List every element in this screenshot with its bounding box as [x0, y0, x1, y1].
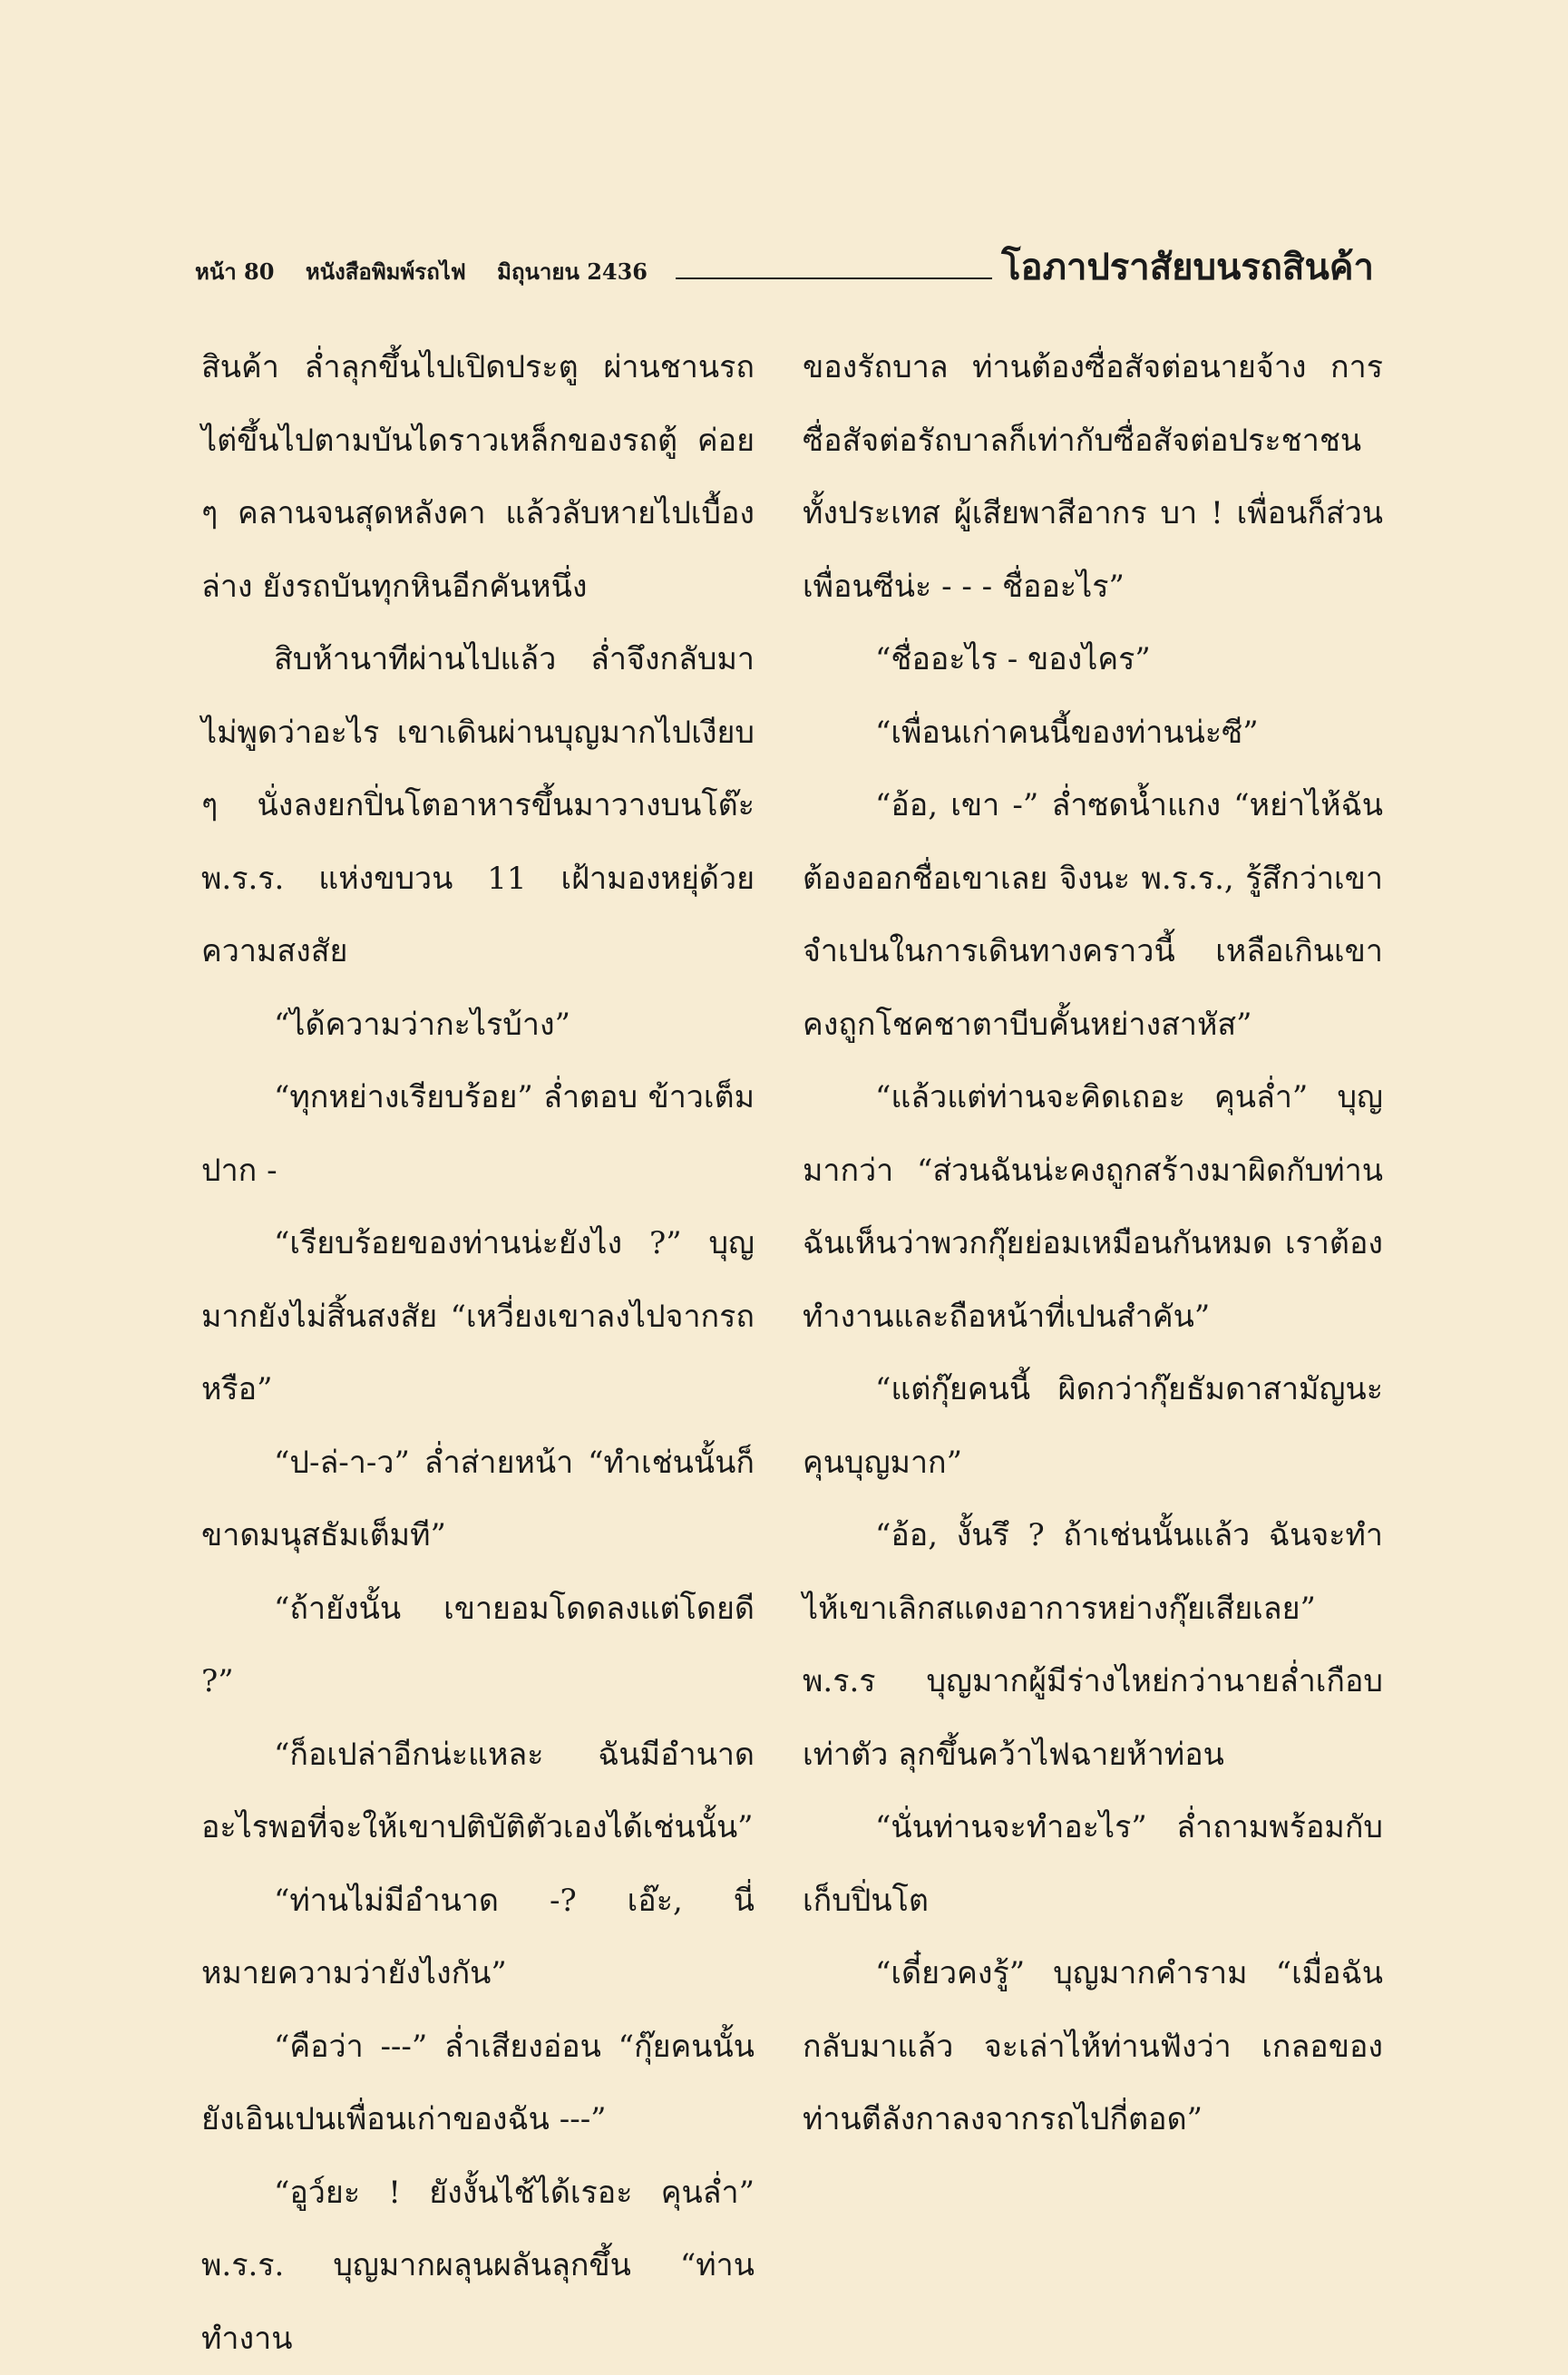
- paragraph: “อ้อ, งั้นรึ ? ถ้าเช่นนั้นแล้ว ฉันจะทำไห้เขาเลิกสแดงอาการหย่างกุ๊ยเสียเลย” พ.ร.ร บุญมากผู้มีร่างไหย่กว่านายล่ำเกือบเท่าตัว ลุกขึ้นคว้าไฟฉายห้าท่อน: [803, 1499, 1383, 1791]
- paragraph: “คือว่า ---” ล่ำเสียงอ่อน “กุ๊ยคนนั้นยังเอินเปนเพื่อนเก่าของฉัน ---”: [201, 2010, 755, 2156]
- paragraph: “เพื่อนเก่าคนนี้ของท่านน่ะซี”: [803, 696, 1383, 770]
- paragraph: “นั่นท่านจะทำอะไร” ล่ำถามพร้อมกับเก็บปิ่นโต: [803, 1791, 1383, 1937]
- paragraph: “อูว์ยะ ! ยังงั้นไช้ได้เรอะ คุนล่ำ” พ.ร.ร. บุญมากผลุนผลันลุกขึ้น “ท่านทำงาน: [201, 2156, 755, 2375]
- paragraph: “ป-ล่-า-ว” ล่ำส่ายหน้า “ทำเช่นนั้นก็ขาดมนุสธัมเต็มที”: [201, 1426, 755, 1572]
- paragraph: “แต่กุ๊ยคนนี้ ผิดกว่ากุ๊ยธัมดาสามัญนะคุนบุญมาก”: [803, 1353, 1383, 1499]
- paragraph: “ท่านไม่มีอำนาด -? เอ๊ะ, นี่หมายความว่ายังไงกัน”: [201, 1864, 755, 2010]
- page-header: [195, 238, 1374, 292]
- issue-date: มิถุนายน 2436: [497, 258, 648, 285]
- paragraph: “ถ้ายังนั้น เขายอมโดดลงแต่โดยดี ?”: [201, 1572, 755, 1718]
- paragraph: “ได้ความว่ากะไรบ้าง”: [201, 988, 755, 1062]
- story-title: โอภาปราสัยบนรถสินค้า: [992, 238, 1374, 296]
- paragraph: “เรียบร้อยของท่านน่ะยังไง ?” บุญมากยังไม่สิ้นสงสัย “เหวี่ยงเขาลงไปจากรถหรือ”: [201, 1207, 755, 1426]
- paragraph: “ชื่ออะไร - ของไคร”: [803, 623, 1383, 696]
- paragraph: “เดี๋ยวคงรู้” บุญมากคำราม “เมื่อฉันกลับมาแล้ว จะเล่าไห้ท่านฟังว่า เกลอของท่านตีลังกาลงจากรถไปกี่ตอด”: [803, 1937, 1383, 2156]
- paragraph: ของรัถบาล ท่านต้องซื่อสัจต่อนายจ้าง การซื่อสัจต่อรัถบาลก็เท่ากับซื่อสัจต่อประชาชนทั้งประเทส ผู้เสียพาสีอากร บา ! เพื่อนก็ส่วนเพื่อนซีน่ะ - - - ชื่ออะไร”: [803, 331, 1383, 623]
- paragraph: สินค้า ล่ำลุกขึ้นไปเปิดประตู ผ่านชานรถ ไต่ขึ้นไปตามบันไดราวเหล็กของรถตู้ ค่อย ๆ คลานจนสุดหลังคา แล้วลับหายไปเบื้องล่าง ยังรถบันทุกหินอีกคันหนึ่ง: [201, 331, 755, 623]
- header-left: [195, 254, 671, 289]
- paragraph: สิบห้านาทีผ่านไปแล้ว ล่ำจึงกลับมา ไม่พูดว่าอะไร เขาเดินผ่านบุญมากไปเงียบ ๆ นั่งลงยกปิ่นโตอาหารขึ้นมาวางบนโต๊ะ พ.ร.ร. แห่งขบวน 11 เฝ้ามองหยุ่ด้วยความสงสัย: [201, 623, 755, 988]
- paragraph: “อ้อ, เขา -” ล่ำซดน้ำแกง “หย่าไห้ฉันต้องออกชื่อเขาเลย จิงนะ พ.ร.ร., รู้สึกว่าเขาจำเปนในการเดินทางคราวนี้ เหลือเกินเขาคงถูกโชคชาตาบีบคั้นหย่างสาหัส”: [803, 769, 1383, 1061]
- paragraph: “แล้วแต่ท่านจะคิดเถอะ คุนล่ำ” บุญมากว่า “ส่วนฉันน่ะคงถูกสร้างมาผิดกับท่าน ฉันเห็นว่าพวกกุ๊ยย่อมเหมือนกันหมด เราต้องทำงานและถือหน้าที่เปนสำคัน”: [803, 1061, 1383, 1353]
- paragraph: “ก็อเปล่าอีกน่ะแหละ ฉันมีอำนาดอะไรพอที่จะให้เขาปติบัติตัวเองได้เช่นนั้น”: [201, 1718, 755, 1864]
- publication-name: หนังสือพิมพ์รถไฟ: [306, 258, 466, 285]
- page-number: หน้า 80: [195, 258, 274, 285]
- right-column: [803, 331, 1383, 2156]
- paragraph: “ทุกหย่างเรียบร้อย” ล่ำตอบ ข้าวเต็มปาก -: [201, 1061, 755, 1207]
- left-column: [201, 331, 755, 2375]
